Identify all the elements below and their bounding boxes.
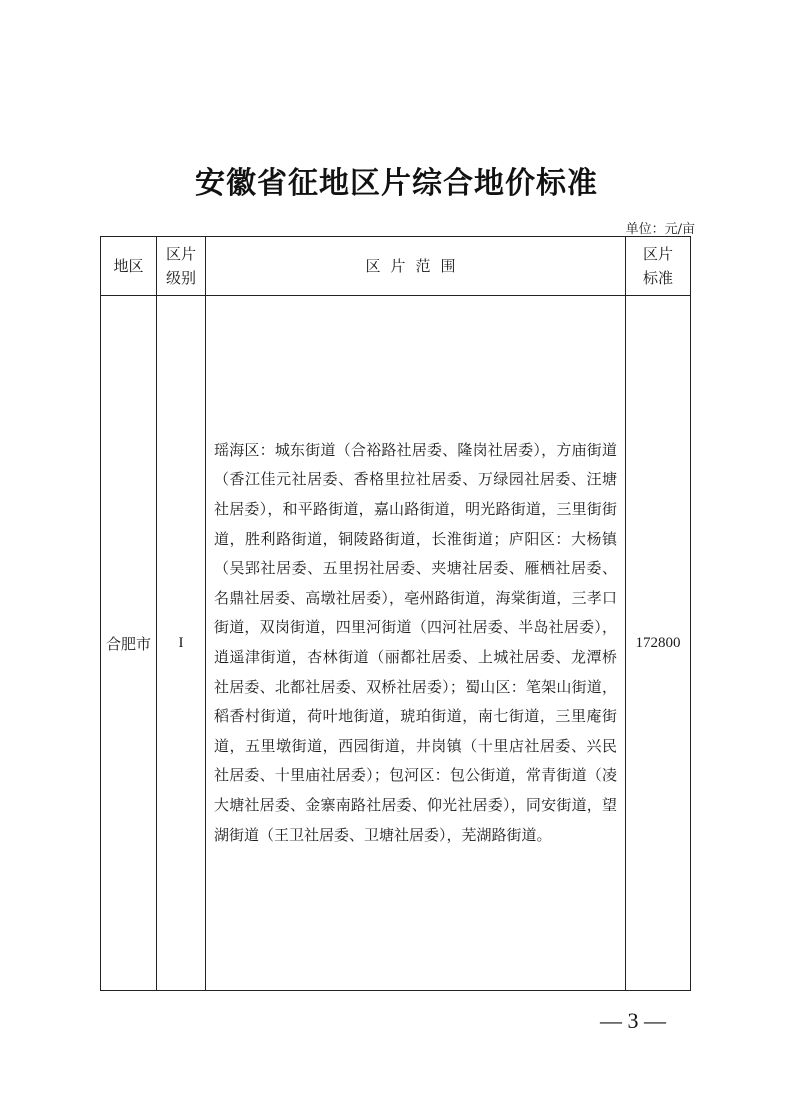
header-level-line2: 级别 [165, 269, 196, 287]
price-cell: 172800 [626, 296, 691, 991]
header-price [626, 237, 691, 296]
header-range: 区片范围 [206, 237, 626, 296]
header-level [157, 237, 206, 296]
header-price-line2: 标准 [642, 269, 673, 287]
land-price-table [100, 236, 691, 991]
region-cell: 合肥市 [101, 296, 157, 991]
level-cell: I [157, 296, 206, 991]
document-title: 安徽省征地区片综合地价标准 [195, 166, 598, 201]
table-row [101, 296, 691, 991]
page-number: — 3 — [600, 1008, 666, 1033]
header-price-line1: 区片 [642, 245, 673, 263]
header-region: 地区 [101, 237, 157, 296]
table-header-row [101, 237, 691, 296]
unit-label: 单位：元/亩 [625, 222, 695, 237]
range-cell: 瑶海区：城东街道（合裕路社居委、隆岗社居委），方庙街道（香江佳元社居委、香格里拉社居委、万绿园社居委、汪塘社居委），和平路街道，嘉山路街道，明光路街道，三里街街道，胜利路街道，铜陵路街道，长淮街道；庐阳区：大杨镇（吴郢社居委、五里拐社居委、夹塘社居委、雁栖社居委、名鼎社居委、高墩社居委），亳州路街道，海棠街道，三孝口街道，双岗街道，四里河街道（四河社居委、半岛社居委），逍遥津街道，杏林街道（丽都社居委、上城社居委、龙潭桥社居委、北都社居委、双桥社居委）；蜀山区：笔架山街道，稻香村街道，荷叶地街道，琥珀街道，南七街道，三里庵街道，五里墩街道，西园街道，井岗镇（十里店社居委、兴民社居委、十里庙社居委）；包河区：包公街道，常青街道（凌大塘社居委、金寨南路社居委、仰光社居委），同安街道，望湖街道（王卫社居委、卫塘社居委），芜湖路街道。 [206, 296, 626, 991]
header-level-line1: 区片 [165, 245, 196, 263]
